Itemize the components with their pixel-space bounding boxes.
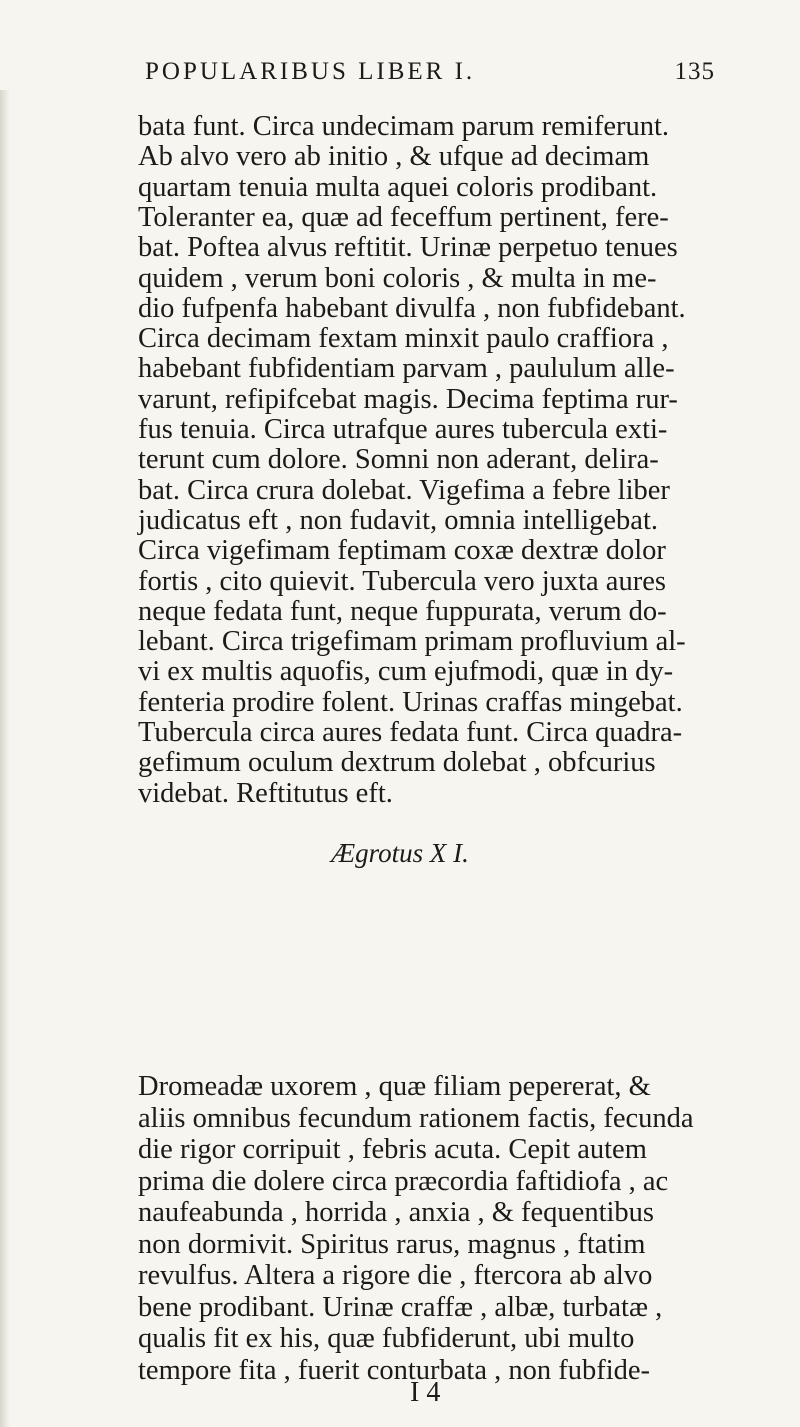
text-line: fus tenuia. Circa utrafque aures tubercula exti- [138,414,668,445]
text-line: Circa decimam fextam minxit paulo craffiora , [138,323,669,355]
text-line: qualis fit ex his, quæ fubfiderunt, ubi multo [138,1323,635,1354]
text-line: Ab alvo vero ab initio , & ufque ad decimam [138,141,650,173]
text-line: bat. Circa crura dolebat. Vigefima a febre liber [138,474,670,506]
text-line: judicatus eft , non fudavit, omnia intelligebat. [138,504,658,536]
text-line: naufeabunda , horrida , anxia , & fequentibus [138,1197,654,1228]
text-line: terunt cum dolore. Somni non aderant, delira- [138,444,659,476]
running-head [145,58,715,98]
text-line: tempore fita , fuerit conturbata , non fubfide- [138,1354,651,1386]
text-line: bene prodibant. Urinæ craffæ , albæ, turbatæ , [138,1291,663,1323]
text-line: quidem , verum boni coloris , & multa in me- [138,262,657,294]
text-line: Tubercula circa aures fedata funt. Circa quadra- [138,717,683,748]
text-line: non dormivit. Spiritus rarus, magnus , ftatim [138,1228,646,1260]
text-line: revulfus. Altera a rigore die , ftercora ab alvo [138,1260,653,1291]
text-line: Dromeadæ uxorem , quæ filiam pepererat, & [138,1071,651,1102]
text-line: fenteria prodire folent. Urinas craffas mingebat. [138,686,683,718]
text-line: varunt, refipifcebat magis. Decima feptima rur- [138,383,678,415]
text-line: habebant fubfidentiam parvam , paululum alle- [138,353,675,385]
text-line: aliis omnibus fecundum rationem factis, fecunda [138,1102,694,1134]
text-line: bat. Poftea alvus reftitit. Urinæ perpetuo tenues [138,232,678,264]
text-line: videbat. Reftitutus eft. [138,777,393,809]
text-line: gefimum oculum dextrum dolebat , obfcurius [138,747,656,779]
page-number: 135 [674,58,715,85]
text-line: prima die dolere circa præcordia faftidiofa , ac [138,1165,669,1197]
text-line: die rigor corripuit , febris acuta. Cepit autem [138,1134,647,1165]
signature-mark: I 4 [410,1377,441,1408]
text-line: quartam tenuia multa aquei coloris prodibant. [138,171,658,203]
text-line: Circa vigefimam feptimam coxæ dextræ dolor [138,535,666,567]
text-line: neque fedata funt, neque fuppurata, verum do- [138,595,667,627]
text-line: vi ex multis aquofis, cum ejufmodi, quæ in dy- [138,656,674,688]
text-line: dio fufpenfa habebant divulfa , non fubfidebant. [138,292,686,324]
page-edge-shadow [0,90,10,1427]
text-line: bata funt. Circa undecimam parum remiferunt. [138,111,670,142]
text-line: fortis , cito quievit. Tubercula vero juxta aures [138,565,666,597]
section-heading: Ægrotus X I. [331,838,469,868]
running-head-title: POPULARIBUS LIBER I. [145,58,476,85]
text-line: Toleranter ea, quæ ad feceffum pertinent, fere- [138,201,669,233]
text-line: lebant. Circa trigefimam primam profluvium al- [138,626,686,658]
